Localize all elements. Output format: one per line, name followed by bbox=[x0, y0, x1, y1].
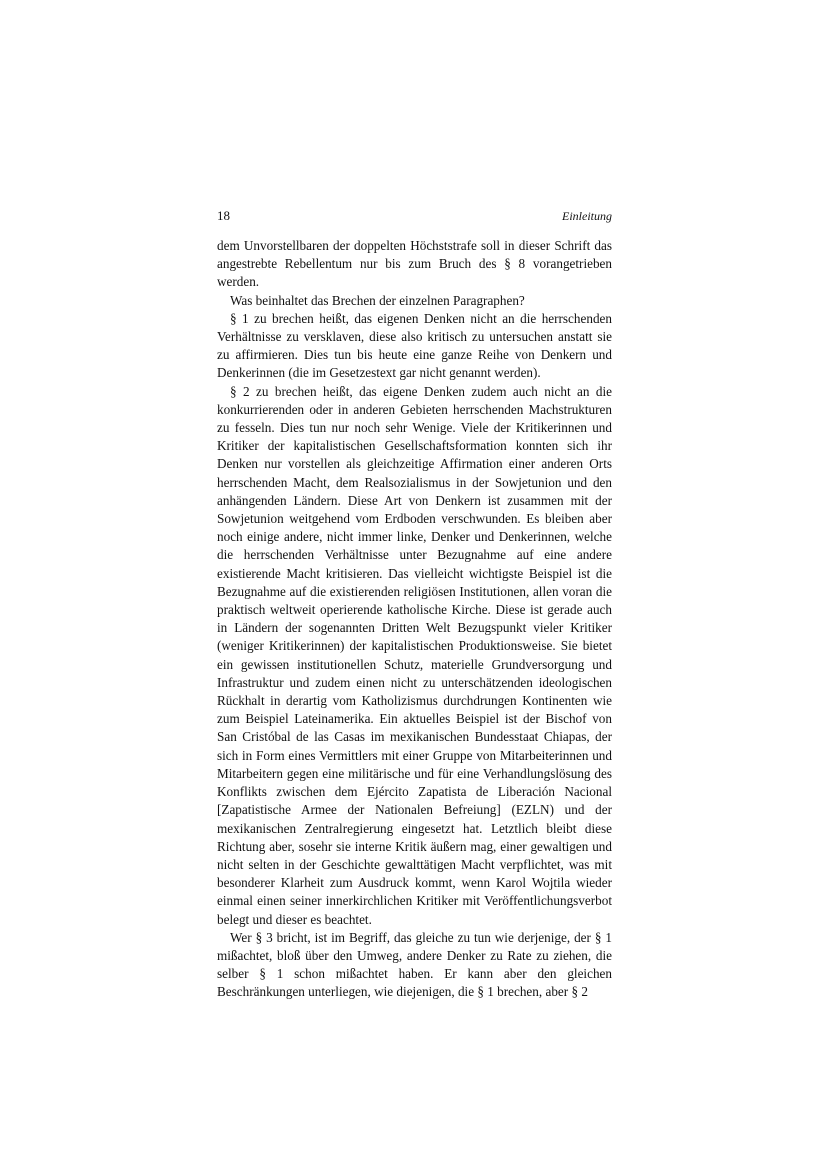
paragraph-section-1: § 1 zu brechen heißt, das eigenen Denken nicht an die herrschenden Verhältnisse zu versklaven, diese also kritisch zu untersuchen anstatt sie zu affirmieren. Dies tun bis heute eine ganze Reihe von Denkern und Denkerinnen (die im Gesetzestext gar nicht genannt werden). bbox=[217, 310, 612, 381]
running-head bbox=[217, 207, 612, 225]
paragraph-section-3: Wer § 3 bricht, ist im Begriff, das gleiche zu tun wie derjenige, der § 1 mißachtet, bloß über den Umweg, andere Denker zu Rate zu ziehen, die selber § 1 schon mißachtet haben. Er kann aber den gleichen Beschränkungen unterliegen, wie diejenigen, die § 1 brechen, aber § 2 bbox=[217, 929, 612, 1000]
paragraph-continuation: dem Unvorstellbaren der doppelten Höchststrafe soll in dieser Schrift das angestrebte Rebellentum nur bis zum Bruch des § 8 vorangetrieben werden. bbox=[217, 238, 612, 290]
page-number: 18 bbox=[217, 208, 230, 223]
chapter-title: Einleitung bbox=[562, 209, 612, 223]
paragraph-section-2: § 2 zu brechen heißt, das eigene Denken zudem auch nicht an die konkurrierenden oder in anderen Gebieten herrschenden Machstrukturen zu fesseln. Dies tun nur noch sehr Wenige. Viele der Kritikerinnen und Kritiker der kapitalistischen Gesellschaftsformation konnten sich ihr Denken nur vorstellen als gleichzeitige Affirmation einer anderen Orts herrschenden Macht, dem Realsozialismus in der Sowjetunion und den anhängenden Ländern. Diese Art von Denkern ist zusammen mit der Sowjetunion weitgehend vom Erdboden verschwunden. Es bleiben aber noch einige andere, nicht immer linke, Denker und Denkerinnen, welche die herrschenden Verhältnisse unter Bezugnahme auf eine andere existierende Macht kritisieren. Das vielleicht wichtigste Beispiel ist die Bezugnahme auf die existierenden religiösen Institutionen, allen voran die praktisch weltweit operierende katholische Kirche. Diese ist gerade auch in Ländern der sogenannten Dritten Welt Bezugspunkt vieler Kritiker (weniger Kritikerinnen) der kapitalistischen Produktionsweise. Sie bietet ein gewissen institutionellen Schutz, materielle Grundversorgung und Infrastruktur und zudem einen nicht zu unterschätzenden ideologischen Rückhalt in derartig vom Katholizismus durchdrungen Kontinenten wie zum Beispiel Lateinamerika. Ein aktuelles Beispiel ist der Bischof von San Cristóbal de las Casas im mexikanischen Bundesstaat Chiapas, der sich in Form eines Vermittlers mit einer Gruppe von Mitarbeiterinnen und Mitarbeitern gegen eine militärische und für eine Verhandlungslösung des Konflikts zwischen dem Ejército Zapatista de Liberación Nacional [Zapatistische Armee der Nationalen Befreiung] (EZLN) und der mexikanischen Zentralregierung eingesetzt hat. Letztlich bleibt diese Richtung aber, sosehr sie interne Kritik äußern mag, einer gewaltigen und nicht selten in der Geschichte gewalttätigen Macht verpflichtet, was mit besonderer Klarheit zum Ausdruck kommt, wenn Karol Wojtila wieder einmal einen seiner innerkirchlichen Kritiker mit Veröffentlichungsverbot belegt und dieser es beachtet. bbox=[217, 383, 612, 927]
paragraph-question: Was beinhaltet das Brechen der einzelnen Paragraphen? bbox=[230, 292, 525, 308]
body-text bbox=[217, 237, 612, 1002]
